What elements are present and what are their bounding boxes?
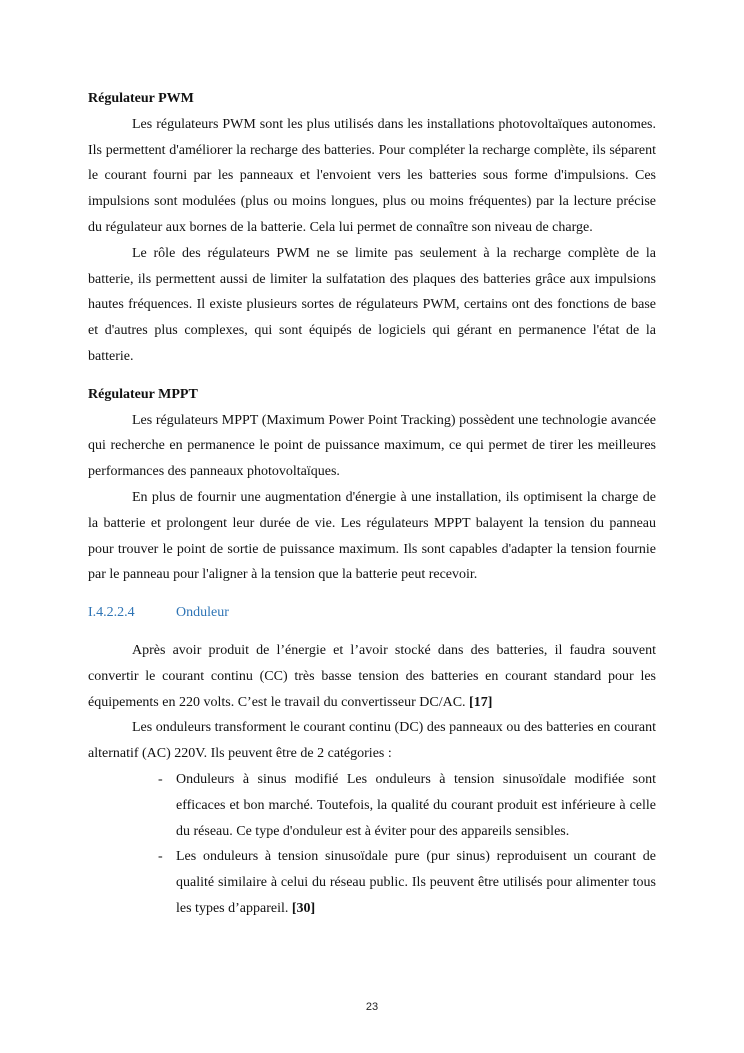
mppt-paragraph-1: Les régulateurs MPPT (Maximum Power Point Tracking) possèdent une technologie avancée qui recherche en permanence le point de puissance maximum, ce qui permet de tirer les meilleures performances des panneaux photovoltaïques. bbox=[88, 412, 656, 480]
pwm-paragraph-2: Le rôle des régulateurs PWM ne se limite pas seulement à la recharge complète de la batterie, ils permettent aussi de limiter la sulfatation des plaques des batteries grâce aux impulsions hautes fréquences. Il existe plusieurs sortes de régulateurs PWM, certains ont des fonctions de base et d'autres plus complexes, qui sont équipés de logiciels qui gérant en permanence l'état de la batterie. bbox=[88, 245, 656, 364]
pwm-paragraph-1: Les régulateurs PWM sont les plus utilisés dans les installations photovoltaïques autonomes. Ils permettent d'améliorer la recharge des batteries. Pour compléter la recharge complète, ils séparent le courant fourni par les panneaux et l'envoient vers les batteries sous forme d'impulsions. Ces impulsions sont modulées (plus ou moins longues, plus ou moins fréquentes) par la lecture précise du régulateur aux bornes de la batterie. Cela lui permet de connaître son niveau de charge. bbox=[88, 116, 656, 235]
onduleur-paragraph-1-text: Après avoir produit de l’énergie et l’avoir stocké dans des batteries, il faudra souvent convertir le courant continu (CC) très basse tension des batteries en courant standard pour les équipements en 220 volts. C’est le travail du convertisseur DC/AC. bbox=[88, 642, 656, 710]
section-title: Onduleur bbox=[176, 605, 229, 621]
onduleur-types-list bbox=[88, 767, 656, 922]
section-number: I.4.2.2.4 bbox=[88, 605, 135, 621]
mppt-paragraph-2: En plus de fournir une augmentation d'énergie à une installation, ils optimisent la charge de la batterie et prolongent leur durée de vie. Les régulateurs MPPT balayent la tension du panneau pour trouver le point de sortie de puissance maximum. Ils sont capables d'adapter la tension fournie par le panneau pour l'aligner à la tension que la batterie peut recevoir. bbox=[88, 489, 656, 583]
heading-pwm: Régulateur PWM bbox=[88, 91, 194, 106]
citation-ref: [30] bbox=[291, 900, 316, 916]
list-item-text: Onduleurs à sinus modifié Les onduleurs à tension sinusoïdale modifiée sont efficaces et bon marché. Toutefois, la qualité du courant produit est inférieure à celle du réseau. Ce type d'onduleur est à éviter pour des appareils sensibles. bbox=[176, 771, 656, 839]
citation-ref: [17] bbox=[469, 694, 493, 710]
list-item bbox=[158, 767, 656, 844]
list-item bbox=[158, 844, 656, 921]
section-heading-onduleur bbox=[88, 600, 656, 626]
list-item-text: Les onduleurs à tension sinusoïdale pure (pur sinus) reproduisent un courant de qualité similaire à celui du réseau public. Ils peuvent être utilisés pour alimenter tous les types d’appareil. bbox=[176, 849, 656, 916]
page-number: 23 bbox=[365, 1001, 379, 1013]
bullet-dash: - bbox=[158, 771, 163, 787]
onduleur-paragraph-2: Les onduleurs transforment le courant continu (DC) des panneaux ou des batteries en courant alternatif (AC) 220V. Ils peuvent être de 2 catégories : bbox=[88, 720, 656, 762]
heading-mppt: Régulateur MPPT bbox=[88, 386, 198, 402]
onduleur-paragraph-1 bbox=[88, 638, 656, 715]
bullet-dash: - bbox=[158, 849, 163, 865]
document-body bbox=[88, 86, 656, 922]
